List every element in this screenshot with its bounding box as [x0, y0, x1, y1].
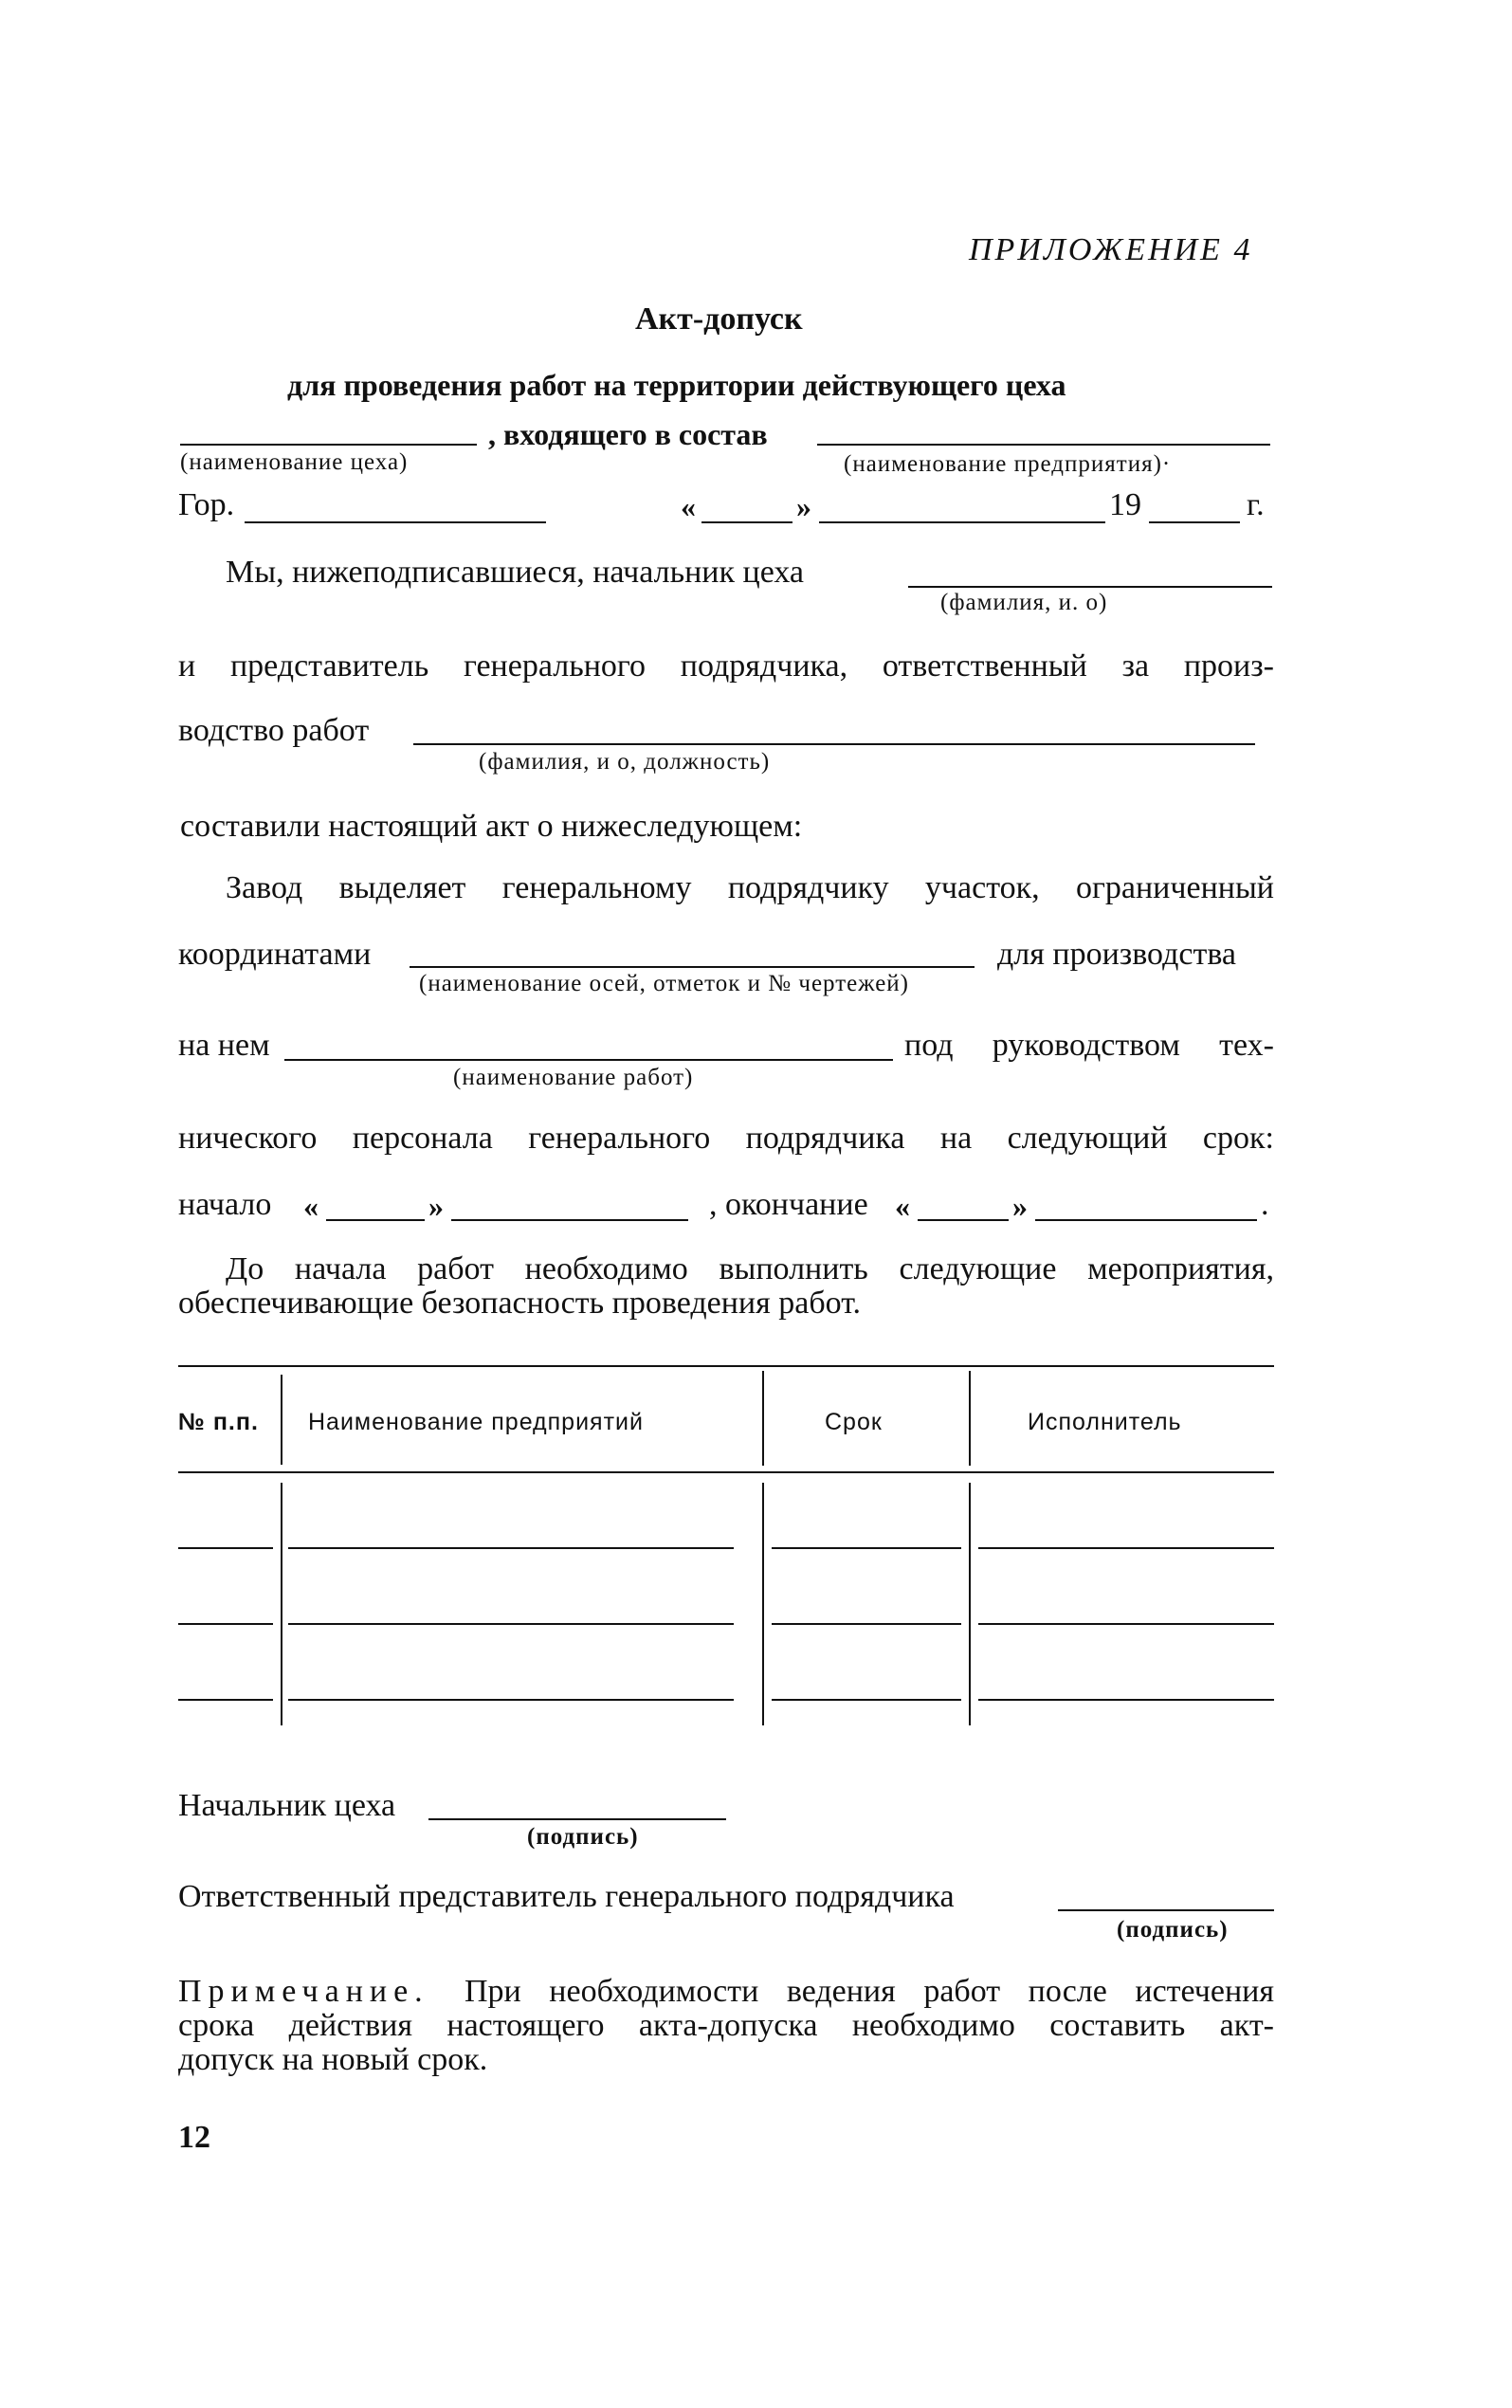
end-month-blank [1035, 1219, 1257, 1221]
note-line2: срока действия настоящего акта-допуска необходимо составить акт- [178, 2008, 1274, 2043]
rep-signature-blank [1058, 1909, 1274, 1911]
rep-signature-label: Ответственный представитель генерального подрядчика [178, 1879, 955, 1914]
for-production-text: для производства [997, 937, 1237, 972]
coords-caption: (наименование осей, отметок и № чертежей) [419, 971, 909, 996]
table-row-rule [288, 1699, 734, 1701]
header-number: № п.п. [178, 1409, 259, 1435]
table-vline [281, 1483, 282, 1725]
table-row-rule [288, 1547, 734, 1549]
chief-signature-blank [428, 1818, 726, 1820]
city-blank [245, 521, 546, 523]
start-quote-open: « [303, 1189, 319, 1223]
table-header-rule [178, 1471, 1274, 1473]
start-label: начало [178, 1187, 272, 1222]
composed-text: составили настоящий акт о нижеследующем: [180, 809, 803, 844]
page-number: 12 [178, 2120, 210, 2155]
quote-close: » [796, 489, 811, 523]
quote-open: « [681, 489, 696, 523]
table-row-rule [772, 1623, 961, 1625]
note-line3: допуск на новый срок. [178, 2042, 488, 2077]
table-vline [762, 1483, 764, 1725]
chief-fio-caption: (фамилия, и. о) [940, 590, 1108, 615]
end-label: , окончание [709, 1187, 868, 1222]
rep-fio-blank [413, 743, 1255, 745]
part-of-text: , входящего в состав [488, 417, 768, 451]
end-day-blank [918, 1219, 1009, 1221]
document-subtitle: для проведения работ на территории действующего цеха [287, 368, 1066, 402]
enterprise-name-blank [817, 444, 1270, 446]
table-row-rule [288, 1623, 734, 1625]
factory-text: Завод выделяет генеральному подрядчику участок, ограниченный [226, 870, 1274, 905]
table-row-rule [772, 1699, 961, 1701]
day-blank [701, 521, 792, 523]
coords-blank [410, 966, 975, 968]
table-row-rule [178, 1699, 273, 1701]
header-executor: Исполнитель [1028, 1409, 1182, 1435]
before-text-line2: обеспечивающие безопасность проведения работ. [178, 1286, 861, 1321]
shop-name-blank [180, 444, 477, 446]
rep-fio-caption: (фамилия, и о, должность) [479, 749, 771, 775]
header-measure-name: Наименование предприятий [308, 1409, 644, 1435]
works-name-caption: (наименование работ) [453, 1065, 694, 1090]
table-row-rule [178, 1547, 273, 1549]
start-quote-close: » [428, 1189, 444, 1223]
enterprise-name-caption: (наименование предприятия)· [844, 451, 1172, 477]
year-blank [1149, 521, 1240, 523]
city-label: Гор. [178, 487, 235, 522]
on-it-label: на нем [178, 1028, 270, 1063]
tech-staff-text: нического персонала генерального подрядчика на следующий срок: [178, 1121, 1274, 1156]
end-quote-close: » [1012, 1189, 1028, 1223]
table-vline [762, 1371, 764, 1466]
rep-text: и представитель генерального подрядчика, ответственный за произ- [178, 648, 1274, 684]
table-row-rule [772, 1547, 961, 1549]
table-row-rule [978, 1623, 1274, 1625]
works-name-blank [284, 1059, 893, 1061]
start-day-blank [326, 1219, 425, 1221]
rep-signature-caption: (подпись) [1117, 1917, 1229, 1943]
note-line1: При необходимости ведения работ после истечения [465, 1974, 1274, 2009]
under-supervision-text: под руководством тех- [904, 1028, 1274, 1063]
works-label: водство работ [178, 713, 370, 748]
shop-name-caption: (наименование цеха) [180, 449, 409, 475]
month-blank [819, 521, 1105, 523]
chief-label: Начальник цеха [178, 1788, 396, 1823]
before-text-line1: До начала работ необходимо выполнить следующие мероприятия, [226, 1251, 1274, 1286]
coords-label: координатами [178, 937, 372, 972]
chief-fio-blank [908, 586, 1272, 588]
table-top-rule [178, 1365, 1274, 1367]
table-vline [969, 1483, 971, 1725]
table-vline [281, 1375, 282, 1465]
document-title: Акт-допуск [635, 301, 803, 337]
intro-text: Мы, нижеподписавшиеся, начальник цеха [226, 555, 804, 590]
start-month-blank [451, 1219, 688, 1221]
table-row-rule [978, 1547, 1274, 1549]
table-row-rule [178, 1623, 273, 1625]
appendix-label: ПРИЛОЖЕНИЕ 4 [969, 232, 1253, 267]
chief-signature-caption: (подпись) [527, 1824, 639, 1850]
end-quote-open: « [895, 1189, 910, 1223]
table-row-rule [978, 1699, 1274, 1701]
header-deadline: Срок [825, 1409, 883, 1435]
table-vline [969, 1371, 971, 1466]
end-dot: . [1261, 1187, 1269, 1222]
note-label: Примечание. [178, 1974, 429, 2009]
year-prefix: 19 [1109, 487, 1141, 522]
year-suffix: г. [1247, 487, 1265, 522]
